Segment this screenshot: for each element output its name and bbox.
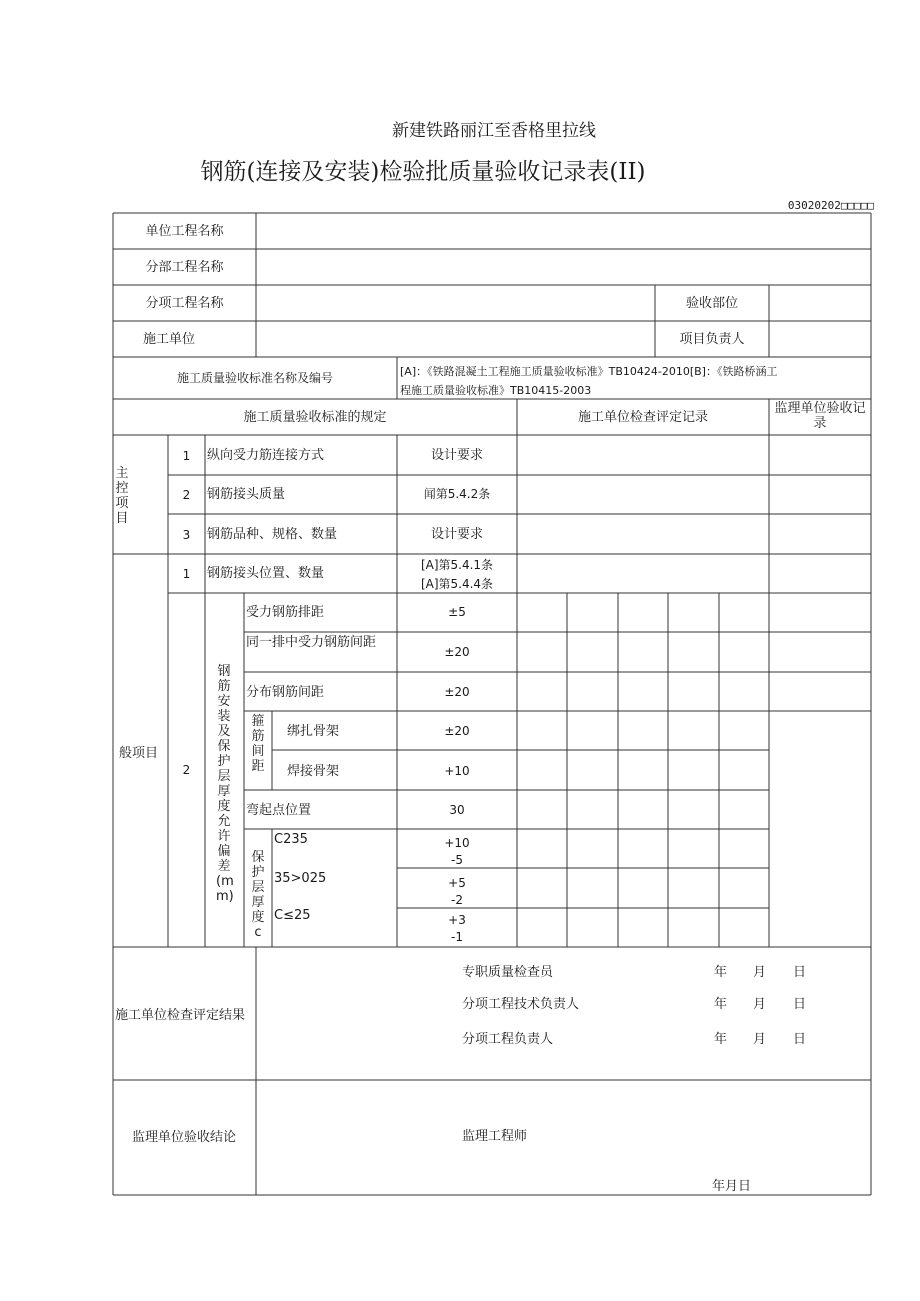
main-item-2-name: 钢筋接头质量: [207, 487, 286, 502]
inspector-day: 日: [793, 965, 807, 980]
tol-bend-point: 30: [449, 803, 465, 817]
regulation-header: 施工质量验收标准的规定: [243, 410, 387, 425]
tech-leader-day: 日: [793, 997, 807, 1012]
tech-leader-year: 年: [714, 997, 728, 1012]
construction-result-label: 施工单位检查评定结果: [115, 1008, 246, 1023]
subitem-leader-month: 月: [753, 1032, 767, 1047]
tol-cover-35-minus: -2: [451, 893, 463, 907]
main-item-2-no: 2: [182, 488, 191, 502]
form-code: 03020202□□□□□: [787, 199, 874, 212]
row-cover-35-025: 35>025: [274, 871, 327, 886]
general-item-2-no: 2: [182, 763, 191, 777]
row-welded-frame: 焊接骨架: [287, 764, 340, 779]
general-item-1-req1: [A]第5.4.1条: [420, 558, 494, 572]
tol-welded-frame: +10: [444, 764, 470, 778]
main-item-1-name: 纵向受力筋连接方式: [207, 448, 325, 463]
unit-project-label: 单位工程名称: [145, 224, 224, 239]
general-items-label: 般项目: [119, 746, 159, 761]
main-item-2-req: 闻第5.4.2条: [423, 487, 491, 501]
tol-cover-35-plus: +5: [448, 876, 466, 890]
row-same-row-spacing: 同一排中受力钢筋间距: [246, 635, 377, 650]
general-item-1-name: 钢筋接头位置、数量: [207, 566, 325, 581]
main-item-1-req: 设计要求: [430, 448, 483, 463]
row-main-bar-spacing: 受力钢筋排距: [246, 605, 325, 620]
acceptance-part-label: 验收部位: [685, 296, 738, 311]
group-label-vertical: 钢筋安装及保护层厚度允许偏差(mm): [216, 664, 234, 904]
general-item-1-no: 1: [182, 567, 191, 581]
tech-leader-label: 分项工程技术负责人: [462, 997, 580, 1012]
stirrup-label-vertical: 箍筋间距: [251, 714, 265, 774]
tol-main-bar-spacing: ±5: [448, 605, 466, 619]
main-item-3-no: 3: [182, 528, 191, 542]
quality-inspector-label: 专职质量检查员: [462, 965, 554, 980]
main-item-3-name: 钢筋品种、规格、数量: [207, 527, 338, 542]
supervision-record-header: 监理单位验收记录: [774, 401, 866, 431]
tol-cover-c235-minus: -5: [451, 853, 463, 867]
cover-label-vertical: 保护层厚度c: [251, 850, 265, 940]
tol-bound-frame: ±20: [444, 724, 470, 738]
form-title: 钢筋(连接及安装)检验批质量验收记录表(II): [200, 159, 646, 185]
supervision-engineer-label: 监理工程师: [462, 1129, 528, 1144]
construction-check-header: 施工单位检查评定记录: [577, 410, 708, 425]
inspector-month: 月: [753, 965, 767, 980]
general-item-1-req2: [A]第5.4.4条: [420, 577, 494, 591]
row-bend-point: 弯起点位置: [246, 803, 312, 818]
subitem-leader-year: 年: [714, 1032, 728, 1047]
tech-leader-month: 月: [753, 997, 767, 1012]
main-item-1-no: 1: [182, 449, 191, 463]
subitem-leader-label: 分项工程负责人: [462, 1032, 554, 1047]
tol-cover-c235-plus: +10: [444, 836, 470, 850]
construction-unit-label: 施工单位: [143, 332, 196, 347]
standard-line1: [A]：《铁路混凝土工程施工质量验收标准》TB10424-2010[B]：《铁路桥涵工: [400, 365, 778, 378]
main-item-3-req: 设计要求: [430, 527, 483, 542]
row-cover-c235: C235: [274, 832, 308, 847]
row-distribution-spacing: 分布钢筋间距: [246, 685, 325, 700]
standard-label: 施工质量验收标准名称及编号: [176, 371, 333, 385]
project-leader-label: 项目负责人: [679, 332, 745, 347]
subitem-project-label: 分项工程名称: [145, 296, 224, 311]
supervision-result-label: 监理单位验收结论: [132, 1130, 237, 1145]
line-name: 新建铁路丽江至香格里拉线: [392, 121, 596, 141]
tol-cover-c25-minus: -1: [451, 930, 463, 944]
tol-same-row-spacing: ±20: [444, 645, 470, 659]
subitem-leader-day: 日: [793, 1032, 807, 1047]
inspector-year: 年: [714, 965, 728, 980]
standard-line2: 程施工质量验收标准》TB10415-2003: [400, 384, 592, 397]
row-cover-c25: C≤25: [274, 908, 311, 923]
supervision-date: 年月日: [712, 1179, 752, 1194]
row-bound-frame: 绑扎骨架: [287, 724, 340, 739]
division-project-label: 分部工程名称: [145, 260, 224, 275]
tol-distribution-spacing: ±20: [444, 685, 470, 699]
main-items-label: 主控项目: [115, 466, 129, 526]
tol-cover-c25-plus: +3: [448, 913, 466, 927]
